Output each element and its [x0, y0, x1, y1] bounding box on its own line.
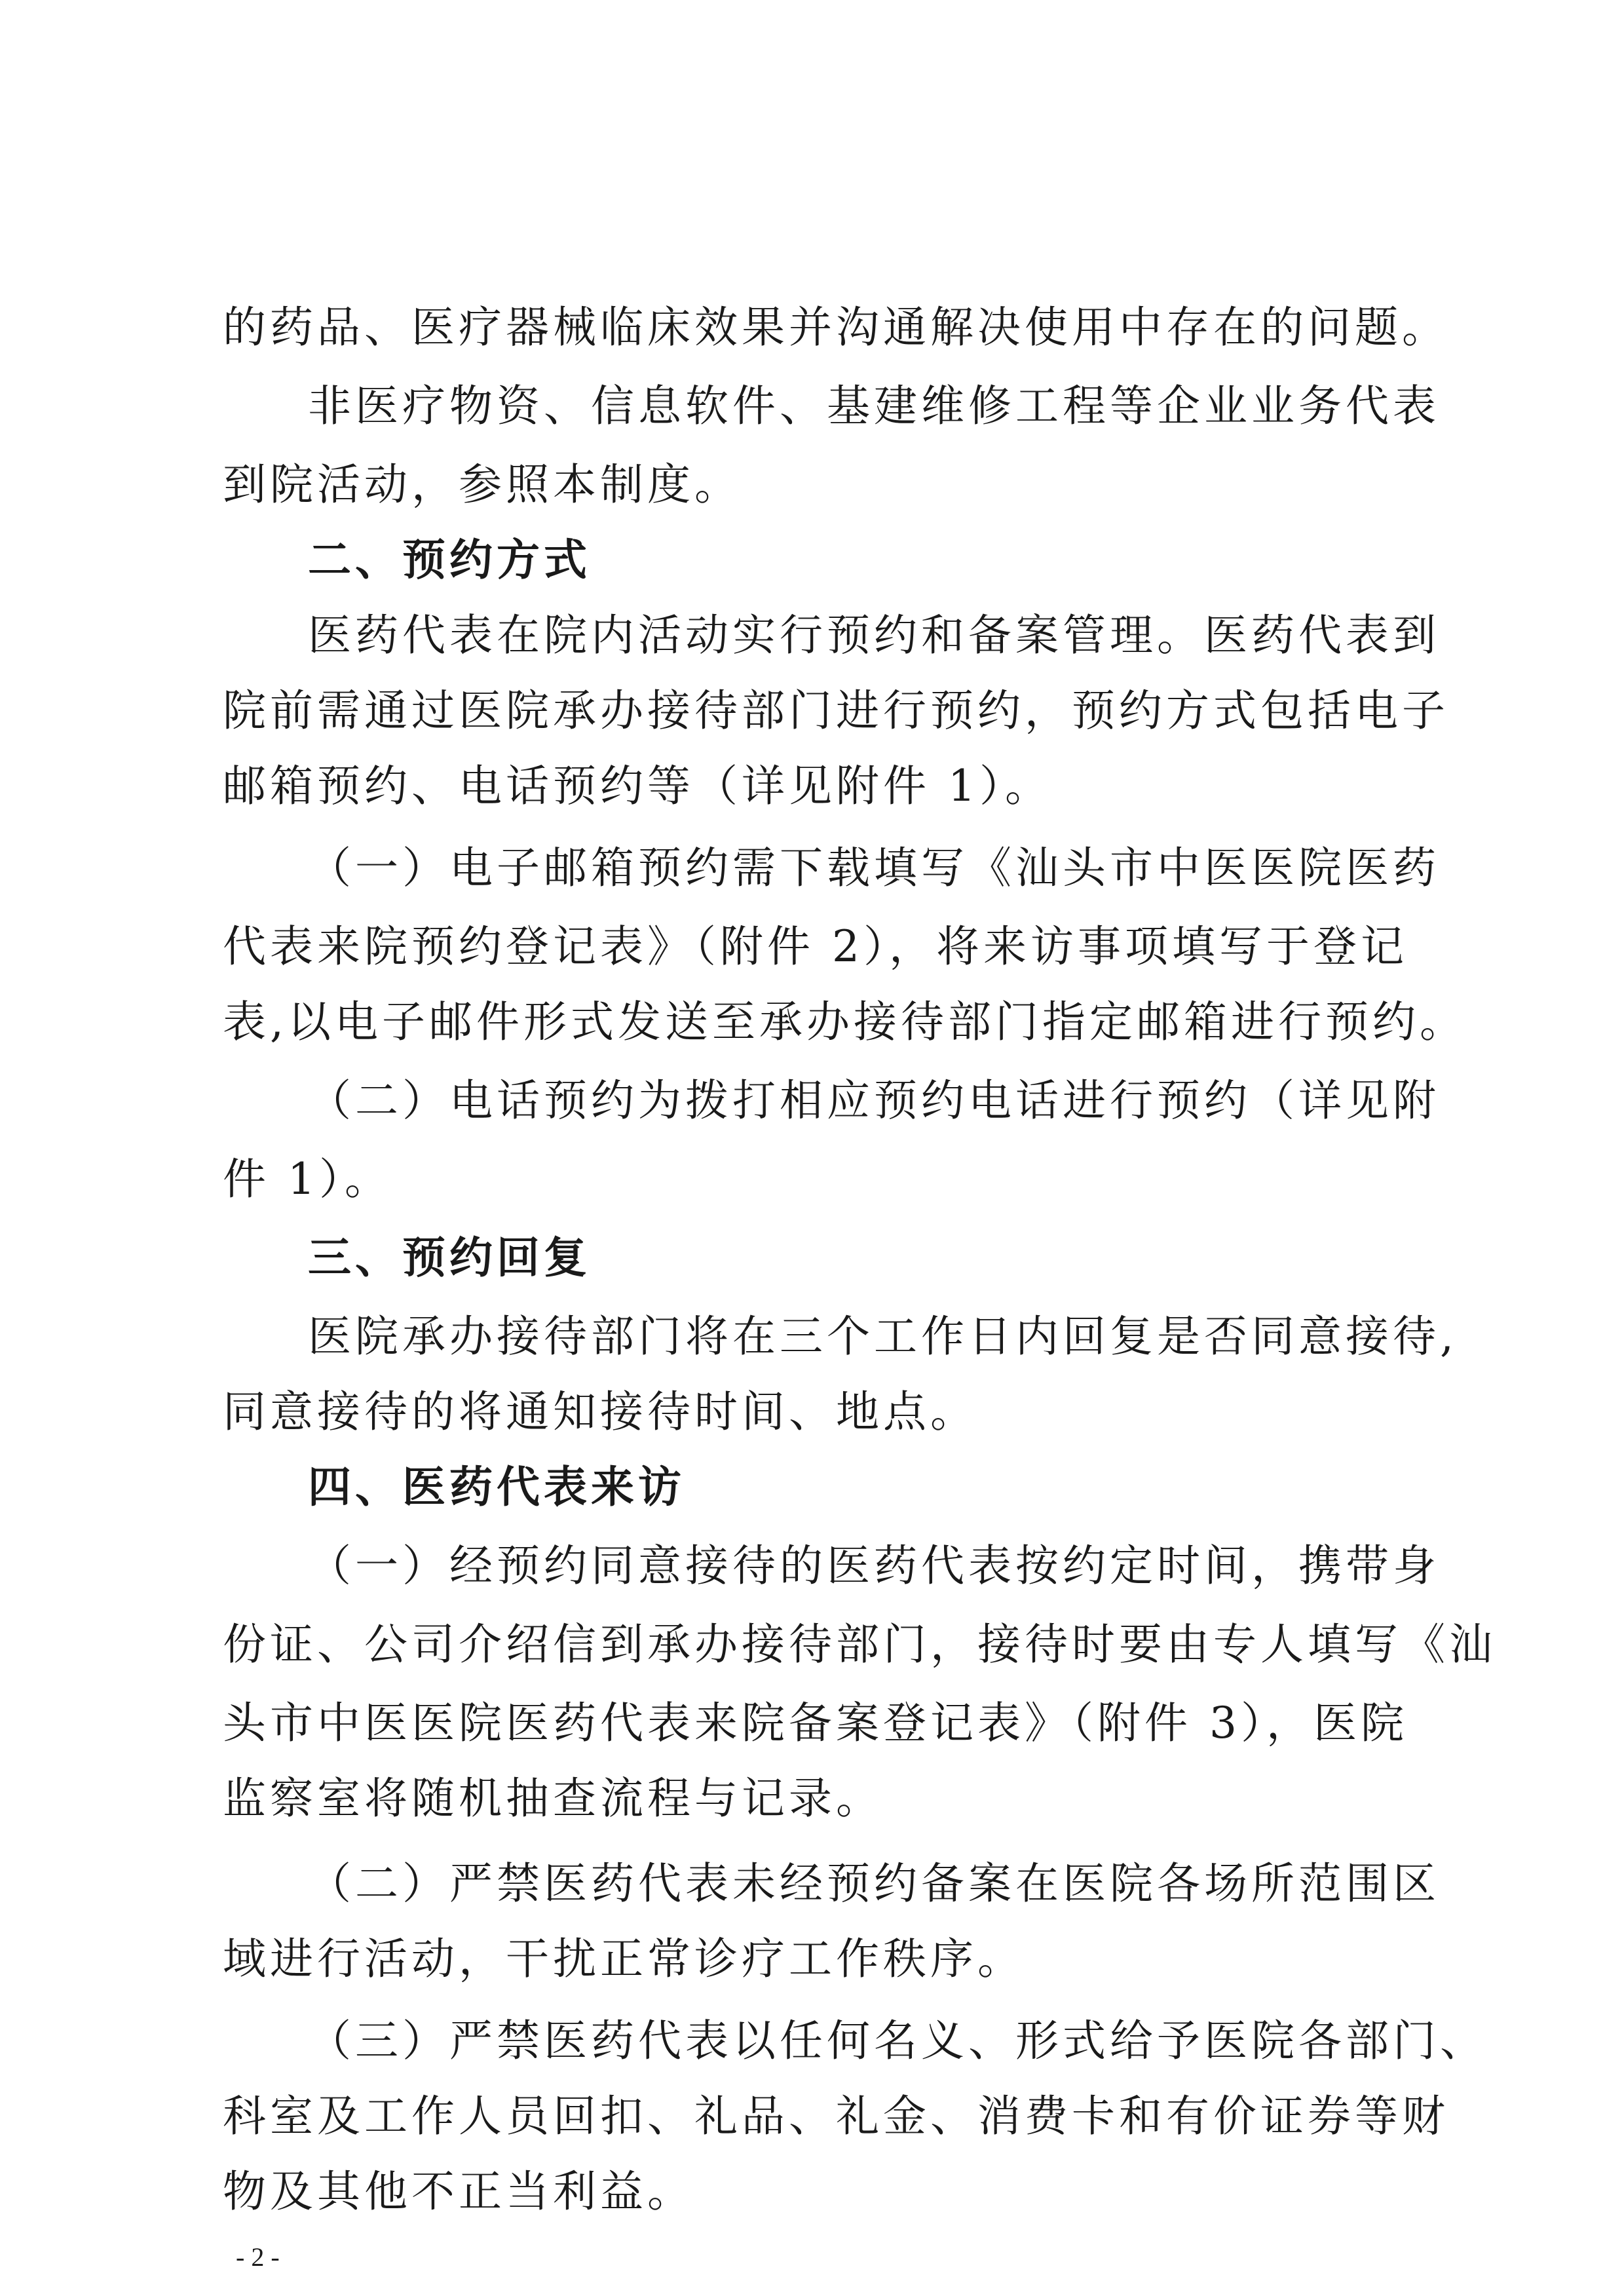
paragraph-line: 件 1）。 — [223, 1154, 392, 1204]
paragraph-line: 院前需通过医院承办接待部门进行预约，预约方式包括电子 — [223, 685, 1449, 736]
paragraph-line: 代表来院预约登记表》（附件 2），将来访事项填写于登记 — [223, 921, 1408, 972]
paragraph-line: 科室及工作人员回扣、礼品、礼金、消费卡和有价证券等财 — [223, 2091, 1449, 2141]
paragraph-line: 非医疗物资、信息软件、基建维修工程等企业业务代表 — [308, 381, 1440, 431]
page-number: - 2 - — [236, 2242, 280, 2272]
paragraph-line: 医院承办接待部门将在三个工作日内回复是否同意接待, — [308, 1311, 1458, 1362]
paragraph-line: 域进行活动，干扰正常诊疗工作秩序。 — [223, 1934, 1025, 1984]
paragraph-line: （三）严禁医药代表以任何名义、形式给予医院各部门、 — [308, 2016, 1487, 2066]
paragraph-line: 表,以电子邮件形式发送至承办接待部门指定邮箱进行预约。 — [223, 997, 1467, 1047]
paragraph-line: 邮箱预约、电话预约等（详见附件 1）。 — [223, 761, 1052, 811]
paragraph-line: 物及其他不正当利益。 — [223, 2166, 694, 2217]
paragraph-line: 监察室将随机抽查流程与记录。 — [223, 1773, 883, 1824]
paragraph-line: （二）电话预约为拨打相应预约电话进行预约（详见附 — [308, 1075, 1440, 1126]
section-heading: 三、预约回复 — [308, 1233, 591, 1283]
paragraph-line: 医药代表在院内活动实行预约和备案管理。医药代表到 — [308, 610, 1440, 660]
section-heading: 二、预约方式 — [308, 535, 591, 585]
paragraph-line: 的药品、医疗器械临床效果并沟通解决使用中存在的问题。 — [223, 302, 1449, 353]
paragraph-line: 同意接待的将通知接待时间、地点。 — [223, 1387, 977, 1437]
section-heading: 四、医药代表来访 — [308, 1462, 685, 1512]
paragraph-line: 份证、公司介绍信到承办接待部门，接待时要由专人填写《汕 — [223, 1619, 1496, 1670]
paragraph-line: （一）电子邮箱预约需下载填写《汕头市中医医院医药 — [308, 843, 1440, 893]
paragraph-line: 头市中医医院医药代表来院备案登记表》（附件 3），医院 — [223, 1698, 1408, 1748]
paragraph-line: 到院活动，参照本制度。 — [223, 459, 742, 510]
paragraph-line: （一）经预约同意接待的医药代表按约定时间，携带身 — [308, 1540, 1440, 1591]
paragraph-line: （二）严禁医药代表未经预约备案在医院各场所范围区 — [308, 1858, 1440, 1909]
